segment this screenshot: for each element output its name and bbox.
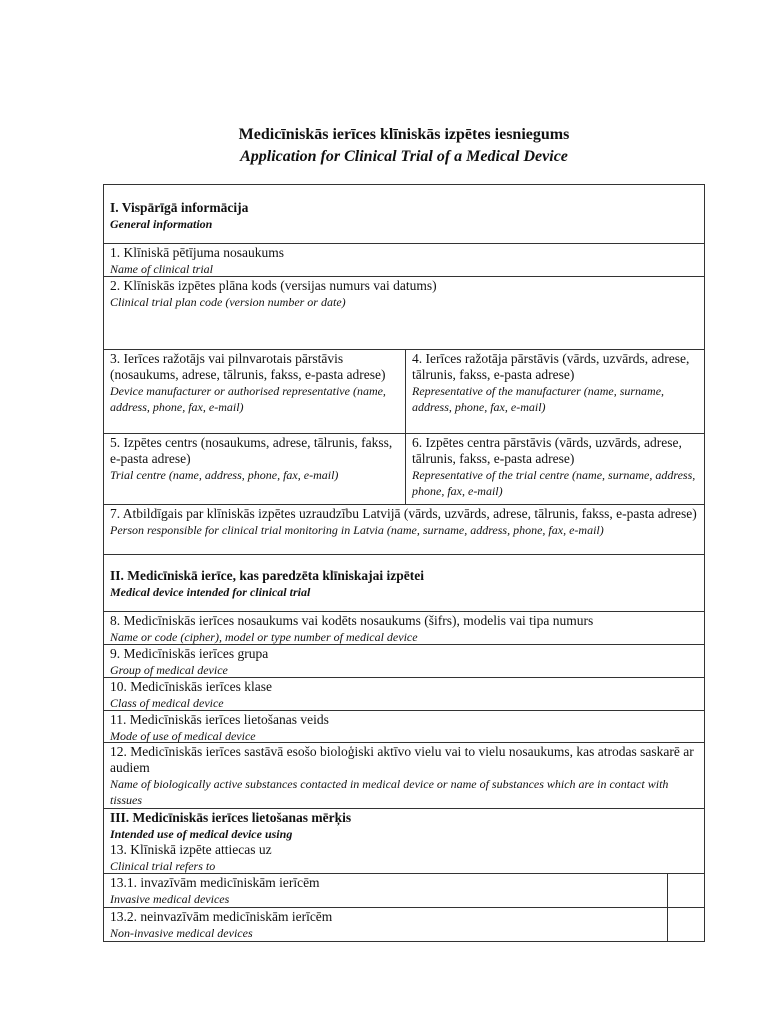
- field-label: 3. Ierīces ražotājs vai pilnvarotais pārstāvis (nosaukums, adrese, tālrunis, fakss, e-pasta adrese): [110, 351, 386, 382]
- field-label: 13.1. invazīvām medicīniskām ierīcēm: [110, 875, 320, 890]
- field-label-en: Trial centre (name, address, phone, fax, e-mail): [110, 468, 339, 482]
- field-biological-substances[interactable]: [104, 742, 704, 808]
- field-trial-name[interactable]: [104, 243, 704, 276]
- field-label-en: Group of medical device: [110, 663, 228, 677]
- field-label-en: Representative of the manufacturer (name, surname, address, phone, fax, e-mail): [412, 384, 665, 414]
- field-label-en: Representative of the trial centre (name, surname, address, phone, fax, e-mail): [412, 468, 696, 498]
- field-trial-plan-code[interactable]: [104, 276, 704, 349]
- field-label-en: Clinical trial refers to: [110, 859, 216, 873]
- title-latvian: Medicīniskās ierīces klīniskās izpētes iesniegums: [238, 126, 570, 143]
- section-subheading: Medical device intended for clinical trial: [110, 585, 311, 599]
- field-label-en: Clinical trial plan code (version number or date): [110, 295, 346, 309]
- form-title: [0, 124, 770, 168]
- field-label-en: Mode of use of medical device: [110, 729, 256, 742]
- field-label: 7. Atbildīgais par klīniskās izpētes uzraudzību Latvijā (vārds, uzvārds, adrese, tālrunis, fakss, e-pasta adrese): [110, 506, 697, 521]
- field-trial-centre[interactable]: [104, 434, 406, 504]
- field-label: 11. Medicīniskās ierīces lietošanas veids: [110, 712, 329, 727]
- option-invasive-devices: [104, 873, 704, 907]
- option-label: [104, 908, 667, 941]
- field-label: 2. Klīniskās izpētes plāna kods (versijas numurs vai datums): [110, 278, 437, 293]
- field-device-class[interactable]: [104, 677, 704, 710]
- option-non-invasive-devices: [104, 907, 704, 941]
- field-label-en: Device manufacturer or authorised representative (name, address, phone, fax, e-mail): [110, 384, 386, 414]
- field-label-en: Person responsible for clinical trial monitoring in Latvia (name, surname, address, phone, fax, e-mail): [110, 523, 604, 537]
- field-device-name[interactable]: [104, 611, 704, 644]
- title-english: Application for Clinical Trial of a Medical Device: [240, 148, 568, 165]
- field-label: 12. Medicīniskās ierīces sastāvā esošo bioloģiski aktīvo vielu vai to vielu nosaukums, kas atrodas saskarē ar audiem: [110, 744, 694, 775]
- field-label-en: Class of medical device: [110, 696, 224, 710]
- row-trial-centre: [104, 433, 704, 504]
- section-intended-use: [104, 808, 704, 873]
- field-label-en: Non-invasive medical devices: [110, 926, 253, 940]
- field-monitoring-person[interactable]: [104, 504, 704, 554]
- section-general-information: [104, 185, 704, 243]
- section-medical-device: [104, 554, 704, 611]
- field-label-en: Name of clinical trial: [110, 262, 213, 276]
- field-label: 9. Medicīniskās ierīces grupa: [110, 646, 269, 661]
- field-trial-centre-representative[interactable]: [406, 434, 704, 504]
- field-label: 13. Klīniskā izpēte attiecas uz: [110, 842, 272, 857]
- non-invasive-checkbox[interactable]: [667, 908, 704, 941]
- section-subheading: General information: [110, 217, 213, 231]
- field-label: 4. Ierīces ražotāja pārstāvis (vārds, uzvārds, adrese, tālrunis, fakss, e-pasta adrese): [412, 351, 690, 382]
- field-label: 10. Medicīniskās ierīces klase: [110, 679, 272, 694]
- field-device-group[interactable]: [104, 644, 704, 677]
- section-heading: II. Medicīniskā ierīce, kas paredzēta klīniskajai izpētei: [110, 568, 424, 583]
- field-label: 13.2. neinvazīvām medicīniskām ierīcēm: [110, 909, 333, 924]
- field-label-en: Name or code (cipher), model or type number of medical device: [110, 630, 418, 644]
- option-label: [104, 874, 667, 907]
- row-manufacturer: [104, 349, 704, 433]
- field-label: 5. Izpētes centrs (nosaukums, adrese, tālrunis, fakss, e-pasta adrese): [110, 435, 393, 466]
- section-heading: I. Vispārīgā informācija: [110, 200, 249, 215]
- field-label-en: Invasive medical devices: [110, 892, 230, 906]
- section-subheading: Intended use of medical device using: [110, 827, 293, 841]
- invasive-checkbox[interactable]: [667, 874, 704, 907]
- field-mode-of-use[interactable]: [104, 710, 704, 742]
- section-heading: III. Medicīniskās ierīces lietošanas mērķis: [110, 810, 352, 825]
- field-label: 6. Izpētes centra pārstāvis (vārds, uzvārds, adrese, tālrunis, fakss, e-pasta adrese): [412, 435, 682, 466]
- field-label: 8. Medicīniskās ierīces nosaukums vai kodēts nosaukums (šifrs), modelis vai tipa numurs: [110, 613, 594, 628]
- application-form-table: [103, 184, 705, 942]
- field-manufacturer-representative[interactable]: [406, 350, 704, 433]
- field-device-manufacturer[interactable]: [104, 350, 406, 433]
- field-label-en: Name of biologically active substances contacted in medical device or name of substances which are in contact with tissues: [110, 777, 669, 807]
- field-label: 1. Klīniskā pētījuma nosaukums: [110, 245, 284, 260]
